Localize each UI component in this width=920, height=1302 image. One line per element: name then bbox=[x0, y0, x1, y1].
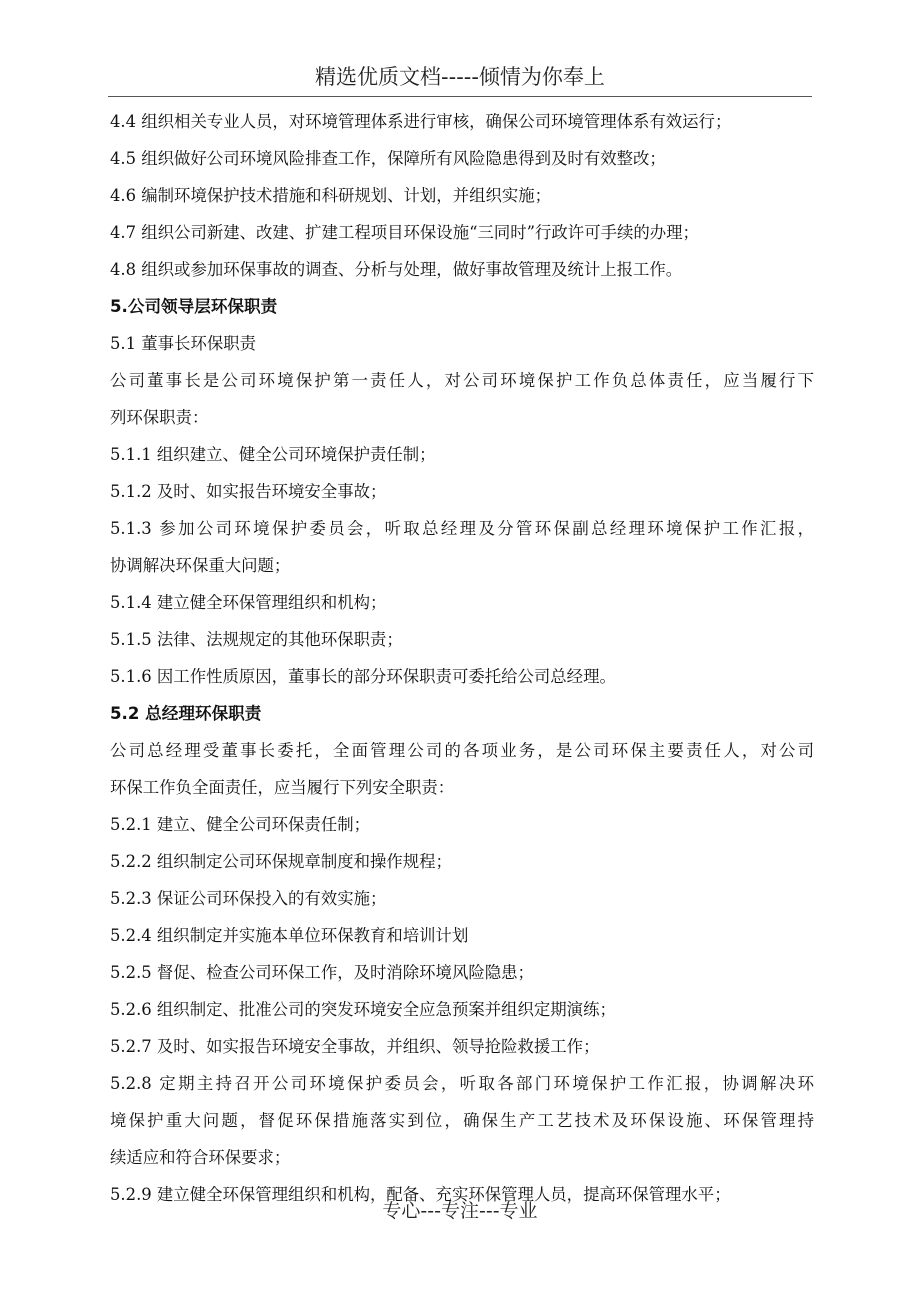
page-footer: 专心---专注---专业 bbox=[382, 1200, 538, 1222]
paragraph-line: 5.1.4 建立健全环保管理组织和机构； bbox=[110, 593, 387, 612]
document-body bbox=[110, 103, 814, 1213]
paragraph-line: 协调解决环保重大问题； bbox=[110, 556, 291, 575]
paragraph-line: 5.2.6 组织制定、批准公司的突发环境安全应急预案并组织定期演练； bbox=[110, 1000, 616, 1019]
paragraph-line: 5.2.4 组织制定并实施本单位环保教育和培训计划 bbox=[110, 926, 469, 945]
paragraph-line: 5.2.1 建立、健全公司环保责任制； bbox=[110, 815, 370, 834]
paragraph-line: 5.1.2 及时、如实报告环境安全事故； bbox=[110, 482, 387, 501]
paragraph-line: 5.2.5 督促、检查公司环保工作，及时消除环境风险隐患； bbox=[110, 963, 534, 982]
paragraph-line: 4.5 组织做好公司环境风险排查工作，保障所有风险隐患得到及时有效整改； bbox=[110, 149, 666, 168]
paragraph-line: 5.1 董事长环保职责 bbox=[110, 334, 257, 353]
section-heading: 5.公司领导层环保职责 bbox=[110, 297, 278, 316]
paragraph-line: 5.1.3 参加公司环境保护委员会，听取总经理及分管环保副总经理环境保护工作汇报， bbox=[110, 519, 814, 538]
section-heading: 5.2 总经理环保职责 bbox=[110, 704, 262, 723]
paragraph-line: 5.2.8 定期主持召开公司环境保护委员会，听取各部门环境保护工作汇报，协调解决环 bbox=[110, 1074, 814, 1093]
paragraph-line: 5.2.3 保证公司环保投入的有效实施； bbox=[110, 889, 387, 908]
paragraph-line: 5.2.2 组织制定公司环保规章制度和操作规程； bbox=[110, 852, 452, 871]
paragraph-line: 5.1.5 法律、法规规定的其他环保职责； bbox=[110, 630, 403, 649]
paragraph-line: 公司董事长是公司环境保护第一责任人，对公司环境保护工作负总体责任，应当履行下 bbox=[110, 371, 814, 390]
paragraph-line: 5.1.6 因工作性质原因，董事长的部分环保职责可委托给公司总经理。 bbox=[110, 667, 616, 686]
paragraph-line: 境保护重大问题，督促环保措施落实到位，确保生产工艺技术及环保设施、环保管理持 bbox=[110, 1111, 814, 1130]
paragraph-line: 4.7 组织公司新建、改建、扩建工程项目环保设施“三同时”行政许可手续的办理； bbox=[110, 223, 699, 242]
paragraph-line: 4.4 组织相关专业人员，对环境管理体系进行审核，确保公司环境管理体系有效运行； bbox=[110, 112, 732, 131]
header-divider bbox=[108, 96, 812, 97]
paragraph-line: 4.8 组织或参加环保事故的调查、分析与处理，做好事故管理及统计上报工作。 bbox=[110, 260, 683, 279]
paragraph-line: 续适应和符合环保要求； bbox=[110, 1148, 291, 1167]
paragraph-line: 4.6 编制环境保护技术措施和科研规划、计划，并组织实施； bbox=[110, 186, 552, 205]
page-header: 精选优质文档-----倾情为你奉上 bbox=[315, 65, 605, 89]
paragraph-line: 列环保职责： bbox=[110, 408, 209, 427]
paragraph-line: 公司总经理受董事长委托，全面管理公司的各项业务，是公司环保主要责任人，对公司 bbox=[110, 741, 814, 760]
paragraph-line: 5.2.9 建立健全环保管理组织和机构，配备、充实环保管理人员，提高环保管理水平； bbox=[110, 1185, 731, 1204]
paragraph-line: 环保工作负全面责任，应当履行下列安全职责： bbox=[110, 778, 455, 797]
paragraph-line: 5.1.1 组织建立、健全公司环境保护责任制； bbox=[110, 445, 436, 464]
paragraph-line: 5.2.7 及时、如实报告环境安全事故，并组织、领导抢险救援工作； bbox=[110, 1037, 600, 1056]
